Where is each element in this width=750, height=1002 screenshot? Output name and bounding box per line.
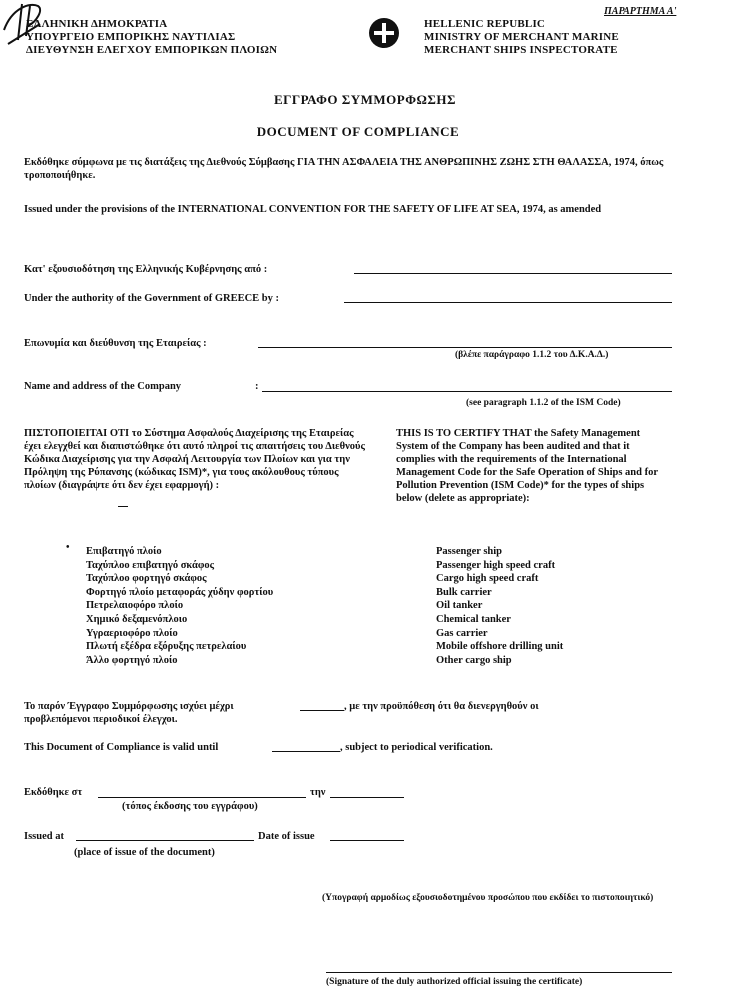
signature-english-note: (Signature of the duly authorized official issuing the certificate) bbox=[326, 977, 583, 987]
ship-type-greek: Πλωτή εξέδρα εξόρυξης πετρελαίου bbox=[86, 641, 247, 653]
place-greek-field[interactable] bbox=[98, 797, 306, 798]
company-greek-label: Επωνυμία και διεύθυνση της Εταιρείας : bbox=[24, 338, 207, 349]
place-greek-on: την bbox=[310, 787, 326, 798]
title-english: DOCUMENT OF COMPLIANCE bbox=[256, 124, 460, 139]
title-greek: ΕΓΓΡΑΦΟ ΣΥΜΜΟΡΦΩΣΗΣ bbox=[273, 92, 457, 107]
ship-type-greek: Ταχύπλοο επιβατηγό σκάφος bbox=[86, 559, 215, 571]
valid-greek-field[interactable] bbox=[300, 710, 344, 711]
header-right-line: MINISTRY OF MERCHANT MARINE bbox=[424, 31, 619, 43]
signature-field[interactable] bbox=[326, 972, 672, 973]
list-bullet-mark: • bbox=[66, 542, 70, 553]
underscore-mark bbox=[118, 506, 128, 507]
authority-greek-field[interactable] bbox=[354, 273, 672, 274]
ship-types-greek bbox=[86, 545, 273, 667]
ship-type-greek: Χημικό δεξαμενόπλοιο bbox=[86, 613, 188, 625]
ship-type-english: Mobile offshore drilling unit bbox=[436, 641, 564, 653]
authority-english-label: Under the authority of the Government of GREECE by : bbox=[24, 293, 280, 304]
authority-english-field[interactable] bbox=[344, 302, 672, 303]
valid-english-field[interactable] bbox=[272, 751, 340, 752]
header-right-line: HELLENIC REPUBLIC bbox=[424, 18, 546, 30]
ship-type-greek: Άλλο φορτηγό πλοίο bbox=[86, 654, 178, 666]
place-greek-note: (τόπος έκδοσης του εγγράφου) bbox=[122, 801, 258, 812]
place-english-label: Issued at bbox=[24, 831, 64, 842]
valid-greek-label: Το παρόν Έγγραφο Συμμόρφωσης ισχύει μέχρι bbox=[24, 701, 234, 712]
company-english-note: (see paragraph 1.1.2 of the ISM Code) bbox=[466, 398, 621, 408]
header-right bbox=[424, 18, 619, 57]
header-left-line: ΔΙΕΥΘΥΝΣΗ ΕΛΕΓΧΟΥ ΕΜΠΟΡΙΚΩΝ ΠΛΟΙΩΝ bbox=[26, 44, 278, 56]
ship-type-greek: Επιβατηγό πλοίο bbox=[86, 546, 162, 557]
issued-english: Issued under the provisions of the INTERNATIONAL CONVENTION FOR THE SAFETY OF LIFE AT SEA, 1974, as amended bbox=[24, 204, 602, 215]
date-greek-field[interactable] bbox=[330, 797, 404, 798]
header-right-line: MERCHANT SHIPS INSPECTORATE bbox=[424, 44, 618, 56]
place-english-note: (place of issue of the document) bbox=[74, 847, 215, 858]
place-greek-label: Εκδόθηκε στ bbox=[24, 787, 83, 798]
annex-label: ΠΑΡΑΡΤΗΜΑ Α' bbox=[604, 6, 677, 17]
ship-type-english: Passenger high speed craft bbox=[436, 559, 556, 571]
place-english-field[interactable] bbox=[76, 840, 254, 841]
ship-type-english: Bulk carrier bbox=[436, 586, 492, 598]
header-left-line: ΥΠΟΥΡΓΕΙΟ ΕΜΠΟΡΙΚΗΣ ΝΑΥΤΙΛΙΑΣ bbox=[26, 31, 236, 43]
ship-type-greek: Πετρελαιοφόρο πλοίο bbox=[86, 600, 184, 612]
ship-type-english: Cargo high speed craft bbox=[436, 573, 539, 585]
company-greek-note: (βλέπε παράγραφο 1.1.2 του Δ.Κ.Α.Δ.) bbox=[455, 350, 609, 360]
valid-english-condition: , subject to periodical verification. bbox=[340, 742, 493, 753]
company-english-field[interactable] bbox=[262, 391, 672, 392]
issued-greek: Εκδόθηκε σύμφωνα με τις διατάξεις της Διεθνούς Σύμβασης ΓΙΑ ΤΗΝ ΑΣΦΑΛΕΙΑ ΤΗΣ ΑΝΘΡΩΠΙΝΗΣ ΖΩΗΣ ΣΤΗ ΘΑΛΑΣΣΑ, 1974, όπως τροποποιήθηκε. bbox=[24, 157, 664, 181]
ship-type-english: Passenger ship bbox=[436, 546, 503, 557]
authority-greek-label: Κατ' εξουσιοδότηση της Ελληνικής Κυβέρνησης από : bbox=[24, 264, 268, 275]
ship-type-english: Oil tanker bbox=[436, 600, 483, 612]
certify-greek: ΠΙΣΤΟΠΟΙΕΙΤΑΙ ΟΤΙ το Σύστημα Ασφαλούς Διαχείρισης της Εταιρείας έχει ελεγχθεί και διαπιστώθηκε ότι αυτό πληροί τις απαιτήσεις του Διεθνούς Κώδικα Διαχείρισης για την Ασφαλή Λειτουργία των Πλοίων και για την Πρόληψη της Ρύπανσης (κώδικας ISM)*, για τους ακόλουθους τύπους πλοίων (διαγράψτε ότι δεν έχει εφαρμογή) : bbox=[24, 428, 365, 491]
company-english-label: Name and address of the Company bbox=[24, 381, 182, 392]
date-english-field[interactable] bbox=[330, 840, 404, 841]
header-left-line: ΕΛΛΗΝΙΚΗ ΔΗΜΟΚΡΑΤΙΑ bbox=[26, 18, 168, 30]
signature-greek-note: (Υπογραφή αρμοδίως εξουσιοδοτημένου προσώπου που εκδίδει το πιστοποιητικό) bbox=[322, 893, 654, 903]
ship-type-greek: Ταχύπλοο φορτηγό σκάφος bbox=[86, 573, 207, 585]
ship-type-greek: Υγραεριοφόρο πλοίο bbox=[86, 627, 178, 639]
company-greek-field[interactable] bbox=[258, 347, 672, 348]
company-english-colon: : bbox=[255, 381, 259, 392]
ship-type-english: Chemical tanker bbox=[436, 613, 511, 625]
ship-types-english bbox=[436, 545, 563, 667]
greek-emblem-icon bbox=[369, 18, 399, 48]
ship-type-greek: Φορτηγό πλοίο μεταφοράς χύδην φορτίου bbox=[86, 586, 274, 598]
valid-english-label: This Document of Compliance is valid until bbox=[24, 742, 219, 753]
valid-greek-condition-cont: προβλεπόμενοι περιοδικοί έλεγχοι. bbox=[24, 714, 178, 725]
valid-greek-condition: , με την προϋπόθεση ότι θα διενεργηθούν οι bbox=[344, 701, 539, 712]
certify-english: THIS IS TO CERTIFY THAT the Safety Management System of the Company has been audited and that it complies with the requirements of the International Management Code for the Safe Operation of Ships and for Pollution Prevention (ISM Code)* for the types of ships below (delete as appropriate): bbox=[396, 428, 658, 504]
date-english-label: Date of issue bbox=[258, 831, 315, 842]
ship-type-english: Gas carrier bbox=[436, 627, 488, 639]
header-left bbox=[26, 18, 277, 57]
ship-type-english: Other cargo ship bbox=[436, 654, 512, 666]
